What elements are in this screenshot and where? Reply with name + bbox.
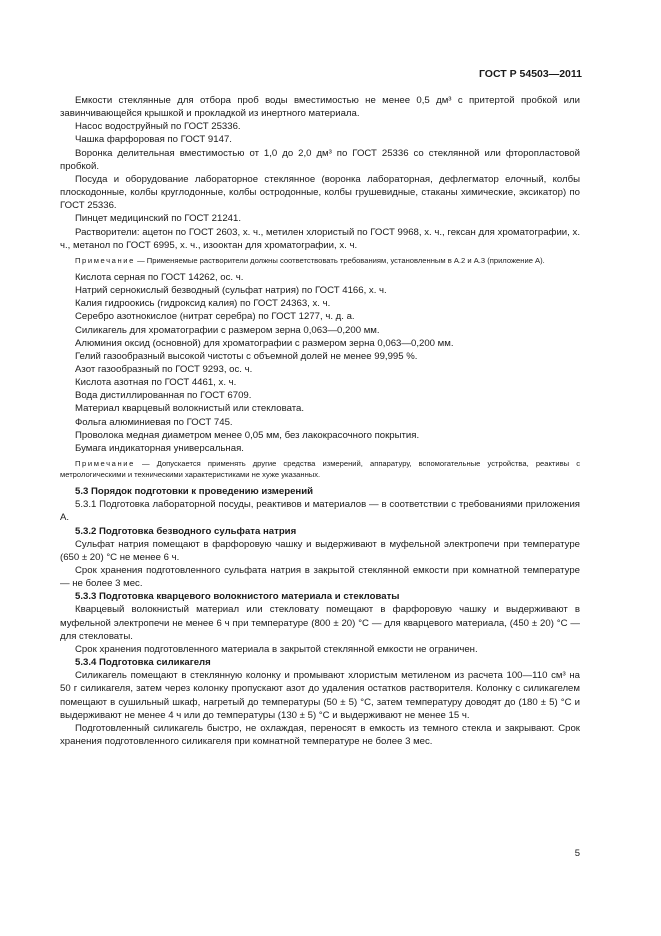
note-equipment — [60, 458, 580, 480]
list-item: Посуда и оборудование лабораторное стеклянное (воронка лабораторная, дефлегматор елочный, колбы плоскодонные, колбы круглодонные, колбы остродонные, колбы грушевидные, стаканы химические, эксикатор) по ГОСТ 25336. — [60, 173, 580, 212]
paragraph: Сульфат натрия помещают в фарфоровую чашку и выдерживают в муфельной электропечи при температуре (650 ± 20) °С не менее 6 ч. — [60, 538, 580, 563]
list-item: Пинцет медицинский по ГОСТ 21241. — [75, 213, 242, 225]
list-item: Фольга алюминиевая по ГОСТ 745. — [75, 416, 233, 428]
paragraph: Срок хранения подготовленного сульфата натрия в закрытой стеклянной емкости при комнатной температуре — не более 3 мес. — [60, 565, 580, 590]
list-item: Материал кварцевый волокнистый или стекловата. — [75, 403, 305, 415]
paragraph: Емкости стеклянные для отбора проб воды вместимостью не менее 0,5 дм³ с притертой пробкой или завинчивающейся крышкой и прокладкой из инертного материала. — [60, 95, 580, 120]
list-item: Вода дистиллированная по ГОСТ 6709. — [75, 390, 252, 402]
list-item: Гелий газообразный высокой чистоты с объемной долей не менее 99,995 %. — [75, 350, 418, 362]
list-item: Чашка фарфоровая по ГОСТ 9147. — [75, 134, 232, 146]
list-item: Бумага индикаторная универсальная. — [75, 442, 244, 454]
paragraph: Кварцевый волокнистый материал или стекловату помещают в фарфоровую чашку и выдерживают в муфельной электропечи не менее 6 ч при температуре (800 ± 20) °С — для кварцевого материала, (450 ± 20) °С — для стекловаты. — [60, 604, 580, 642]
list-item: Серебро азотнокислое (нитрат серебра) по ГОСТ 1277, ч. д. а. — [75, 311, 355, 323]
paragraph: Силикагель помещают в стеклянную колонку и промывают хлористым метиленом из расчета 100—110 см³ на 50 г силикагеля, затем через колонку пропускают азот до удаления остатков растворителя. Колонку с силикагелем помещают в сушильный шкаф, нагретый до температуры (50 ± 5) °С, затем температуру доводят до (180 ± 5) °С и выдерживают не менее 4 ч или до температуры (130 ± 5) °С и выдерживают не менее 15 ч. — [60, 670, 580, 721]
paragraph: Подготовленный силикагель быстро, не охлаждая, переносят в емкость из темного стекла и закрывают. Срок хранения подготовленного силикагеля при комнатной температуре не более 3 мес. — [60, 722, 580, 748]
section-heading-5-3-2: 5.3.2 Подготовка безводного сульфата натрия — [75, 525, 297, 537]
note-materials — [60, 255, 580, 266]
list-item: Воронка делительная вместимостью от 1,0 до 2,0 дм³ по ГОСТ 25336 со стеклянной или фторопластовой пробкой. — [60, 147, 580, 172]
page-number: 5 — [574, 848, 580, 859]
list-item: Алюминия оксид (основной) для хроматографии с размером зерна 0,063—0,200 мм. — [75, 337, 454, 349]
section-heading-5-3: 5.3 Порядок подготовки к проведению измерений — [75, 486, 314, 498]
note-text: — Допускается применять другие средства измерений, аппаратуру, вспомогательные устройства, реактивы с метрологическими и техническими характеристиками не хуже указанных. — [60, 459, 580, 480]
list-item: Силикагель для хроматографии с размером зерна 0,063—0,200 мм. — [75, 324, 380, 336]
list-item: Азот газообразный по ГОСТ 9293, ос. ч. — [75, 363, 253, 375]
list-item: Натрий сернокислый безводный (сульфат натрия) по ГОСТ 4166, х. ч. — [75, 285, 387, 297]
list-item: Насос водоструйный по ГОСТ 25336. — [75, 121, 241, 133]
list-item: Кислота серная по ГОСТ 14262, ос. ч. — [75, 271, 244, 283]
section-heading-5-3-3: 5.3.3 Подготовка кварцевого волокнистого материала и стекловаты — [75, 591, 400, 603]
paragraph: Срок хранения подготовленного материала в закрытой стеклянной емкости не ограничен. — [75, 643, 478, 655]
page-content — [60, 94, 580, 748]
paragraph: 5.3.1 Подготовка лабораторной посуды, реактивов и материалов — в соответствии с требованиями приложения А. — [60, 499, 580, 524]
section-heading-5-3-4: 5.3.4 Подготовка силикагеля — [75, 657, 211, 669]
list-item: Калия гидроокись (гидроксид калия) по ГОСТ 24363, х. ч. — [75, 298, 331, 310]
note-label: Примечание — [75, 255, 135, 265]
note-label: Примечание — [75, 459, 135, 469]
document-header: ГОСТ Р 54503—2011 — [478, 68, 582, 80]
list-item: Кислота азотная по ГОСТ 4461, х. ч. — [75, 377, 237, 389]
list-item: Проволока медная диаметром менее 0,05 мм, без лакокрасочного покрытия. — [75, 429, 420, 441]
note-text: — Применяемые растворители должны соответствовать требованиям, установленным в А.2 и А.3 (приложение А). — [134, 255, 545, 265]
list-item: Растворители: ацетон по ГОСТ 2603, х. ч., метилен хлористый по ГОСТ 9968, х. ч., гексан для хроматографии, х. ч., метанол по ГОСТ 6995, х. ч., изооктан для хроматографии, х. ч. — [60, 226, 580, 251]
